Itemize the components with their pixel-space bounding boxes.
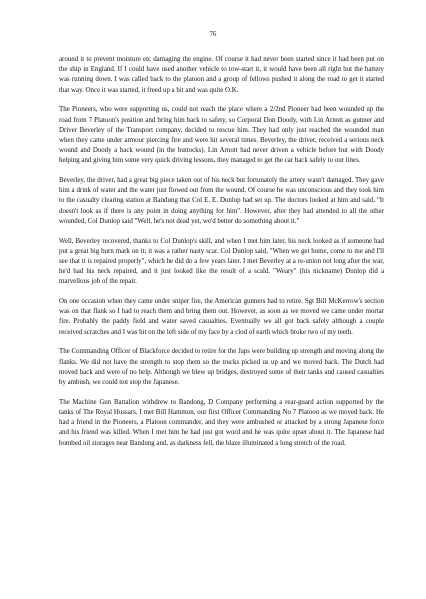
paragraph-5: On one occasion when they came under sniper fire, the American gunners had to retire. Sgt Bill McKerrow's section was on that flank so I had to reach them and bring them out. However, as soon as we moved we came under mortar fire. Probably the paddy field and water saved casualties. Eventually we all got back safely although a couple received scratches and I was hit on the left side of my face by a clod of earth which broke two of my teeth.	[59, 298, 384, 336]
paragraph-6: The Commanding Officer of Blackforce decided to retire for the Japs were building up strength and moving along the flanks. We did not have the strength to stop them so the trucks picked us up and we moved back. The Dutch had moved back and were of no help. Although we blew up bridges, destroyed some of their tanks and caused casualties by ambush, we could not stop the Japanese.	[59, 348, 384, 386]
paragraph-7: The Machine Gun Battalion withdrew to Bandong, D Company performing a rear-guard action supported by the tanks of The Royal Hussars. I met Bill Hammon, our first Officer Commanding No 7 Platoon as we moved back. He had a friend in the Pioneers, a Platoon commander, and they were ambushed or attacked by a strong Japanese force and his friend was killed. When I met him he had just got word and he was quite upset about it. The Japanese had bombed oil storages near Bandung and, as darkness fell, the blaze illuminated a long stretch of the road.	[59, 398, 384, 447]
paragraph-2: The Pioneers, who were supporting us, could not reach the place where a 2/2nd Pioneer had been wounded up the road from 7 Platoon's position and bring him back to safety, so Corporal Don Doody, with Lin Arnott as gunner and Driver Beverley of the Transport company, decided to rescue him. They had only just reached the wounded man when they came under armour piercing fire and were hit several times. Beverley, the driver, received a serious neck wound and Doody a back wound (in the buttocks). Lin Arnott had never driven a vehicle before but with Doody helping and giving him some very quick driving lessons, they managed to get the car back safely to our lines.	[59, 106, 384, 165]
body-text	[59, 55, 384, 458]
paragraph-3: Beverley, the driver, had a great big piece taken out of his neck but fortunately the artery wasn't damaged. They gave him a drink of water and the water just flowed out from the wound. Of course he was unconscious and they took him to the casualty clearing station at Bandung that Col E. E. Dunlop had set up. The doctors looked at him and said, "It doesn't look as if there is any point in doing anything for him". However, after they had attended to all the other wounded, Col Dunlop said "Well, he's not dead yet, we'd better do something about it."	[59, 177, 384, 225]
paragraph-4: Well, Beverley recovered, thanks to Col Dunlop's skill, and when I met him later, his neck looked as if someone had put a great big burn mark on it; it was a rather nasty scar. Col Dunlop said, "When we get home, come to me and I'll see that it is repaired properly", which he did do a few years later. I met Beverley at a re-union not long after the war, he'd had his neck repaired, and it just looked like the result of a scald. "Weary" (his nickname) Dunlop did a marvellous job of the repair.	[59, 237, 384, 286]
paragraph-1: around it to prevent moisture etc damaging the engine. Of course it had never been started since it had been put on the ship in England. If I could have used another vehicle to tow-start it, it would have been all right but the battery was running down. I was called back to the platoon and a group of fellows pushed it along the road to get it started that way. Once it was started, it freed up a bit and was quite O.K.	[59, 56, 384, 94]
page-number: 76	[209, 31, 217, 38]
